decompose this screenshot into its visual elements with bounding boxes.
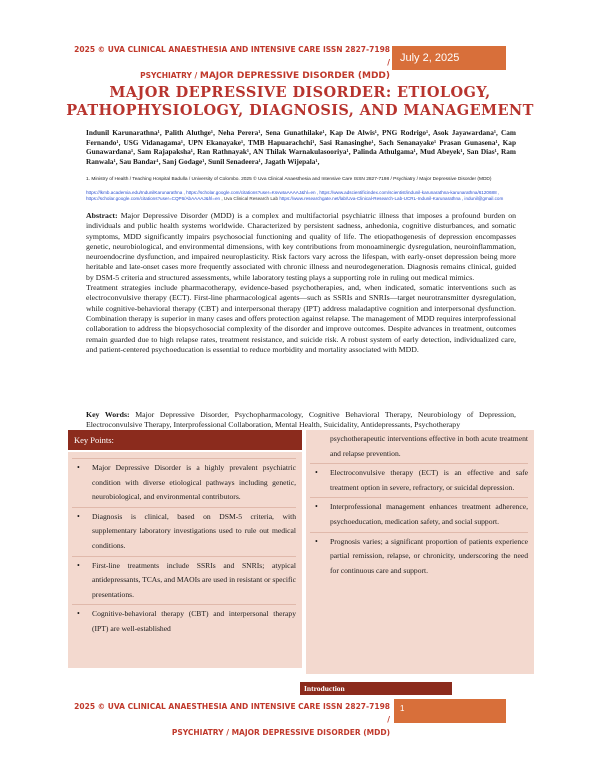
abstract-text-1: Major Depressive Disorder (MDD) is a complex and multifactorial psychiatric illness that imposes a profound burden on individuals and public health systems worldwide. Characterized by persistent sadness, anhedonia, cognitive disturbances, and somatic symptoms, MDD significantly impairs psychosocial functioning and quality of life. The etiopathogenesis of depression encompasses genetic, neurobiological, and environmental dimensions, with key contributions from monoaminergic dysregulation, neuroinflammation, neuroendocrine dysfunction, and impaired neuroplasticity. Risk factors vary across the lifespan, with early-onset depression being more heritable and late-onset cases more frequently associated with chronic illness and neurodegeneration. Diagnosis remains clinical, guided by DSM-5 criteria and structured assessments, while laboratory testing plays a supporting role in ruling out medical mimics. — [86, 211, 517, 282]
author-links — [86, 190, 516, 202]
header-journal-line1: 2025 © UVA CLINICAL ANAESTHESIA AND INTENSIVE CARE ISSN 2827-7198 / — [74, 45, 390, 67]
link-adscientific[interactable]: https://www.adscientificindex.com/scientist/indunil-karunarathna-karunarathna/6120688 , — [319, 190, 500, 195]
running-footer — [70, 700, 390, 739]
keywords-label: Key Words: — [86, 410, 130, 419]
key-point-item: • First-line treatments include SSRIs and SNRIs; atypical antidepressants, TCAs, and MAOIs are used in resistant or specific presentations. — [72, 556, 296, 603]
footer-journal-prefix: PSYCHIATRY / — [171, 728, 232, 737]
paper-title — [60, 84, 540, 120]
author-list: Indunil Karunarathna¹, Palith Aluthge¹, Neha Perera¹, Sena Gunathilake¹, Kap De Alwis¹, PNG Rodrigo¹, Asok Jayawardana¹, Cam Fernando¹, USG Vidanagama¹, UPN Ekanayake¹, TMB Hapuarachchi¹, Sasi Ranasinghe¹, Sach Senanayake¹ Prasan Gunasena¹, Kap Gunawardana¹, Sam Rajapaksha¹, Ran Rathnayak¹, AN Thilak Warnakulasooriya¹, Palinda Athulgama¹, Mud Abeyek¹, San Dias¹, Ram Ranwala¹, Sau Bandar¹, Sanj Godage¹, Sunil Senadeera¹, Jagath Wijepala¹, — [86, 128, 516, 166]
abstract-para-2: Treatment strategies include pharmacotherapy, evidence-based psychotherapies, and, when indicated, somatic interventions such as electroconvulsive therapy (ECT). First-line pharmacological agents—such as SSRIs and SNRIs—target neurotransmitter dysregulation, while cognitive-behavioral therapy (CBT) and interpersonal therapy (IPT) address maladaptive cognition and interpersonal dysfunction. Combination therapy is superior in many cases and offers protection against relapse. The management of MDD requires interprofessional collaboration to address the biopsychosocial complexity of the disorder and improve outcomes. Despite advances in treatment, outcomes remain guarded due to high relapse rates, treatment resistance, and suicide risk. A robust system of early detection, individualized care, and patient-centered psychoeducation is essential to reduce morbidity and mortality associated with MDD. — [86, 283, 516, 354]
footer-journal-line2 — [70, 726, 390, 739]
header-date: July 2, 2025 — [392, 46, 506, 70]
lab-name: , Uva Clinical Research Lab — [221, 196, 279, 202]
link-researchgate[interactable]: https://www.researchgate.net/lab/Uva-Clinical-Research-Lab-UCRL-Indunil-Karunarathna , indunil@gmail.com — [279, 196, 504, 202]
key-point-continuation: psychotherapeutic interventions effective in both acute treatment and relapse prevention. — [330, 434, 528, 458]
header-journal-line2 — [70, 69, 390, 83]
key-point-item: • Diagnosis is clinical, based on DSM-5 criteria, with supplementary laboratory investigations used to rule out medical conditions. — [72, 507, 296, 554]
keywords — [86, 410, 516, 431]
keywords-text: Major Depressive Disorder, Psychopharmacology, Cognitive Behavioral Therapy, Neurobiology of Depression, Electroconvulsive Therapy, Interprofessional Collaboration, Mental Health, Suicidality, Antidepressants, Psychotherapy — [86, 410, 516, 430]
key-points-list-right — [310, 432, 528, 578]
key-points-left-column — [68, 452, 302, 668]
header-journal-prefix: PSYCHIATRY / — [140, 71, 200, 80]
key-points-list-left — [72, 458, 296, 637]
abstract-label: Abstract: — [86, 211, 118, 220]
key-point-item: • Major Depressive Disorder is a highly prevalent psychiatric condition with diverse etiological pathways including genetic, neurobiological, and environmental contributors. — [72, 458, 296, 505]
abstract-para-1 — [86, 211, 516, 283]
title-line1: MAJOR DEPRESSIVE DISORDER: ETIOLOGY, — [109, 84, 491, 101]
footer-journal-line1: 2025 © UVA CLINICAL ANAESTHESIA AND INTENSIVE CARE ISSN 2827-7198 / — [74, 702, 390, 724]
header-journal-topic: MAJOR DEPRESSIVE DISORDER (MDD) — [199, 71, 390, 81]
introduction-heading: Introduction — [300, 682, 452, 695]
key-points-right-column — [306, 430, 534, 674]
key-point-item: • Prognosis varies; a significant proportion of patients experience partial remission, relapse, or chronicity, underscoring the need for continuous care and support. — [310, 532, 528, 579]
link-academia[interactable]: https://lkmb.academia.edu/IndunilKarunarathna , — [86, 190, 185, 195]
link-scholar-2[interactable]: https://scholar.google.com/citations?user=CQP6/AbAAAAJ&hl=en — [86, 196, 221, 202]
key-points-heading: Key Points: — [68, 430, 302, 450]
abstract — [86, 211, 516, 355]
link-scholar[interactable]: https://scholar.google.com/citations?user=KsvwIaAAAAJ&hl=en , — [186, 190, 319, 195]
affiliation: 1. Ministry of Health / Teaching Hospital Badulla / University of Colombo. 2025 © Uva Clinical Anaesthesia and Intensive Care ISSN 2827-7198 / Psychiatry / Major Depressive Disorder (MDD) — [86, 177, 492, 182]
running-header — [70, 43, 390, 83]
page-number: 1 — [394, 699, 506, 723]
key-point-item: • Interprofessional management enhances treatment adherence, psychoeducation, medication safety, and social support. — [310, 497, 528, 529]
footer-journal-topic: MAJOR DEPRESSIVE DISORDER (MDD) — [231, 728, 390, 737]
key-point-item: • Cognitive-behavioral therapy (CBT) and interpersonal therapy (IPT) are well-established — [72, 604, 296, 636]
key-point-item: • Electroconvulsive therapy (ECT) is an effective and safe treatment option in severe, refractory, or suicidal depression. — [310, 463, 528, 495]
title-line2: PATHOPHYSIOLOGY, DIAGNOSIS, AND MANAGEMENT — [66, 102, 534, 119]
